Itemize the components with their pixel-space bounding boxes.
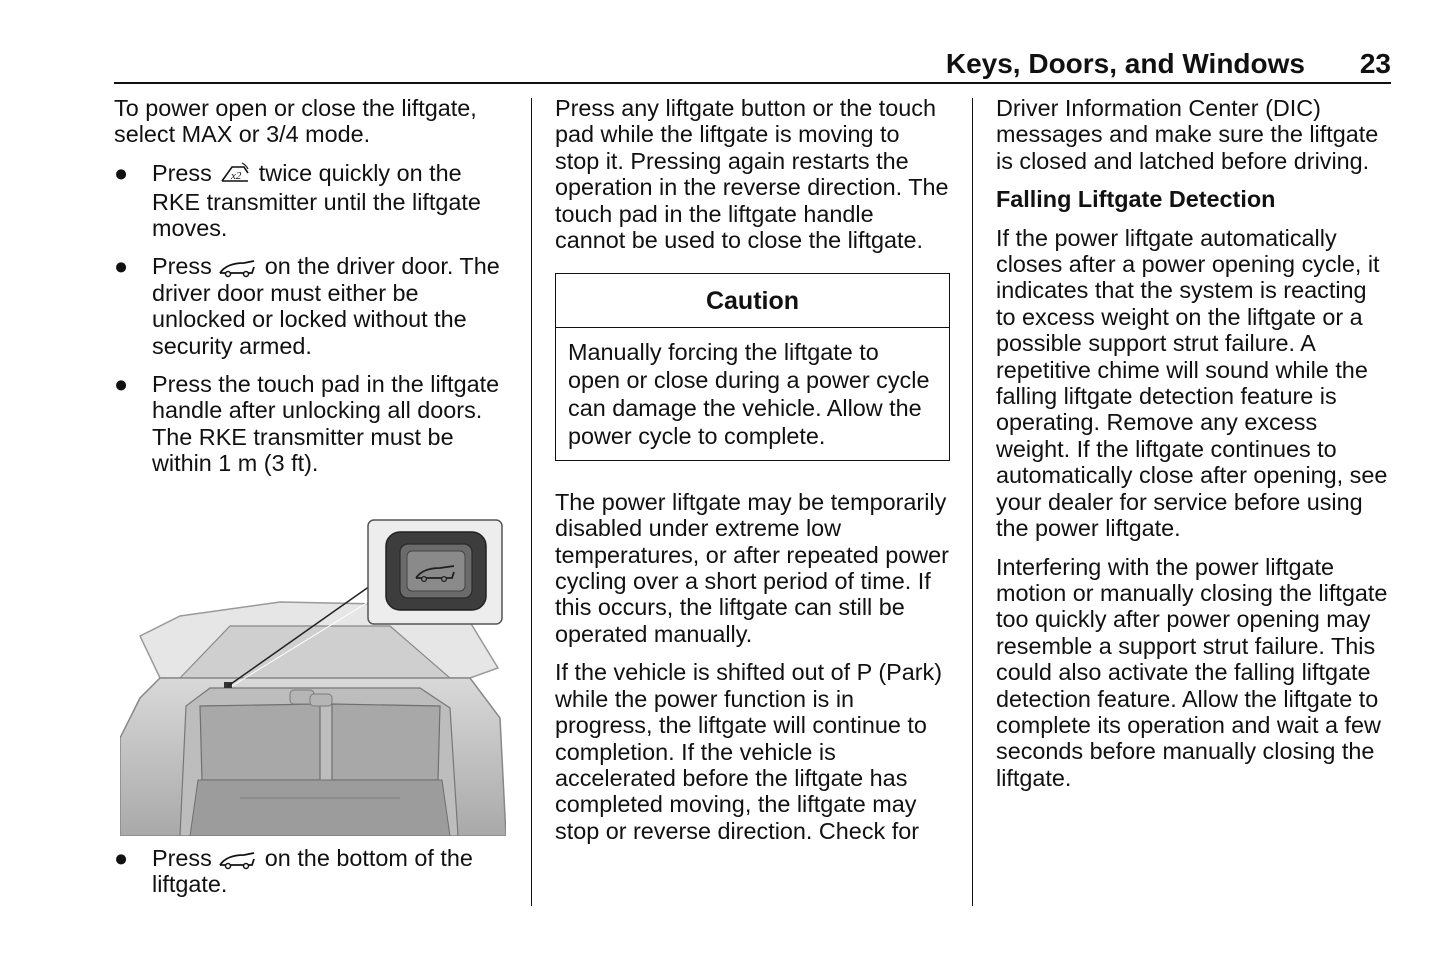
column-3 bbox=[996, 95, 1391, 803]
remote-liftgate-x2-icon bbox=[218, 161, 252, 189]
column-1 bbox=[114, 95, 514, 489]
page-number: 23 bbox=[1359, 48, 1391, 79]
list-item: ● Press x2 twice quickly on the RKE transmitter until the liftgate moves. bbox=[114, 159, 481, 242]
liftgate-icon bbox=[218, 849, 258, 871]
paragraph: The power liftgate may be temporarily disabled under extreme low temperatures, or after repeated power cycling over a short period of time. If this occurs, the liftgate can still be operated manually. bbox=[555, 488, 949, 647]
bullet-dot: ● bbox=[114, 253, 129, 280]
bullet-dot: ● bbox=[114, 845, 129, 871]
svg-text:x2: x2 bbox=[231, 169, 242, 182]
page-header bbox=[114, 46, 1391, 84]
paragraph: Driver Information Center (DIC) messages and make sure the liftgate is closed and latched before driving. bbox=[996, 95, 1379, 174]
column-divider-2 bbox=[972, 98, 973, 906]
list-item: ● Press on the driver door. The driver door must either be unlocked or locked without the security armed. bbox=[114, 253, 500, 359]
caution-title: Caution bbox=[556, 274, 949, 327]
column-1-continued bbox=[114, 845, 514, 910]
paragraph: Interfering with the power liftgate motion or manually closing the liftgate too quickly after power opening may resemble a support strut failure. This could also activate the falling liftgate detection feature. Allow the liftgate to complete its operation and wait a few seconds before manually closing the liftgate. bbox=[996, 553, 1388, 791]
paragraph: If the power liftgate automatically closes after a power opening cycle, it indicates that the system is reacting to excess weight on the liftgate or a possible support strut failure. A repetitive chime will sound while the falling liftgate detection feature is operating. Remove any excess weight. If the liftgate continues to automatically close after opening, see your dealer for service before using the power liftgate. bbox=[996, 224, 1388, 542]
liftgate-icon bbox=[218, 257, 258, 279]
list-item: ● Press on the bottom of the liftgate. bbox=[114, 845, 473, 898]
column-2 bbox=[555, 95, 950, 856]
column-divider-1 bbox=[531, 98, 532, 906]
subheading: Falling Liftgate Detection bbox=[996, 186, 1276, 213]
paragraph: Press any liftgate button or the touch pad while the liftgate is moving to stop it. Pressing again restarts the operation in the reverse direction. The touch pad in the liftgate handle cannot be used to close the liftgate. bbox=[555, 95, 949, 254]
section-title: Keys, Doors, and Windows bbox=[945, 48, 1305, 79]
liftgate-button-illustration bbox=[120, 518, 506, 836]
caution-box bbox=[555, 273, 950, 460]
bullet-dot: ● bbox=[114, 371, 129, 398]
caution-text: Manually forcing the liftgate to open or close during a power cycle can damage the vehicle. Allow the power cycle to complete. bbox=[568, 338, 930, 449]
paragraph: If the vehicle is shifted out of P (Park) while the power function is in progress, the liftgate will continue to completion. If the vehicle is accelerated before the liftgate has completed moving, the liftgate may stop or reverse direction. Check for bbox=[555, 659, 942, 844]
intro-paragraph: To power open or close the liftgate, select MAX or 3/4 mode. bbox=[114, 95, 477, 148]
list-item: ● Press the touch pad in the liftgate handle after unlocking all doors. The RKE transmitter must be within 1 m (3 ft). bbox=[114, 371, 500, 477]
bullet-dot: ● bbox=[114, 159, 129, 186]
